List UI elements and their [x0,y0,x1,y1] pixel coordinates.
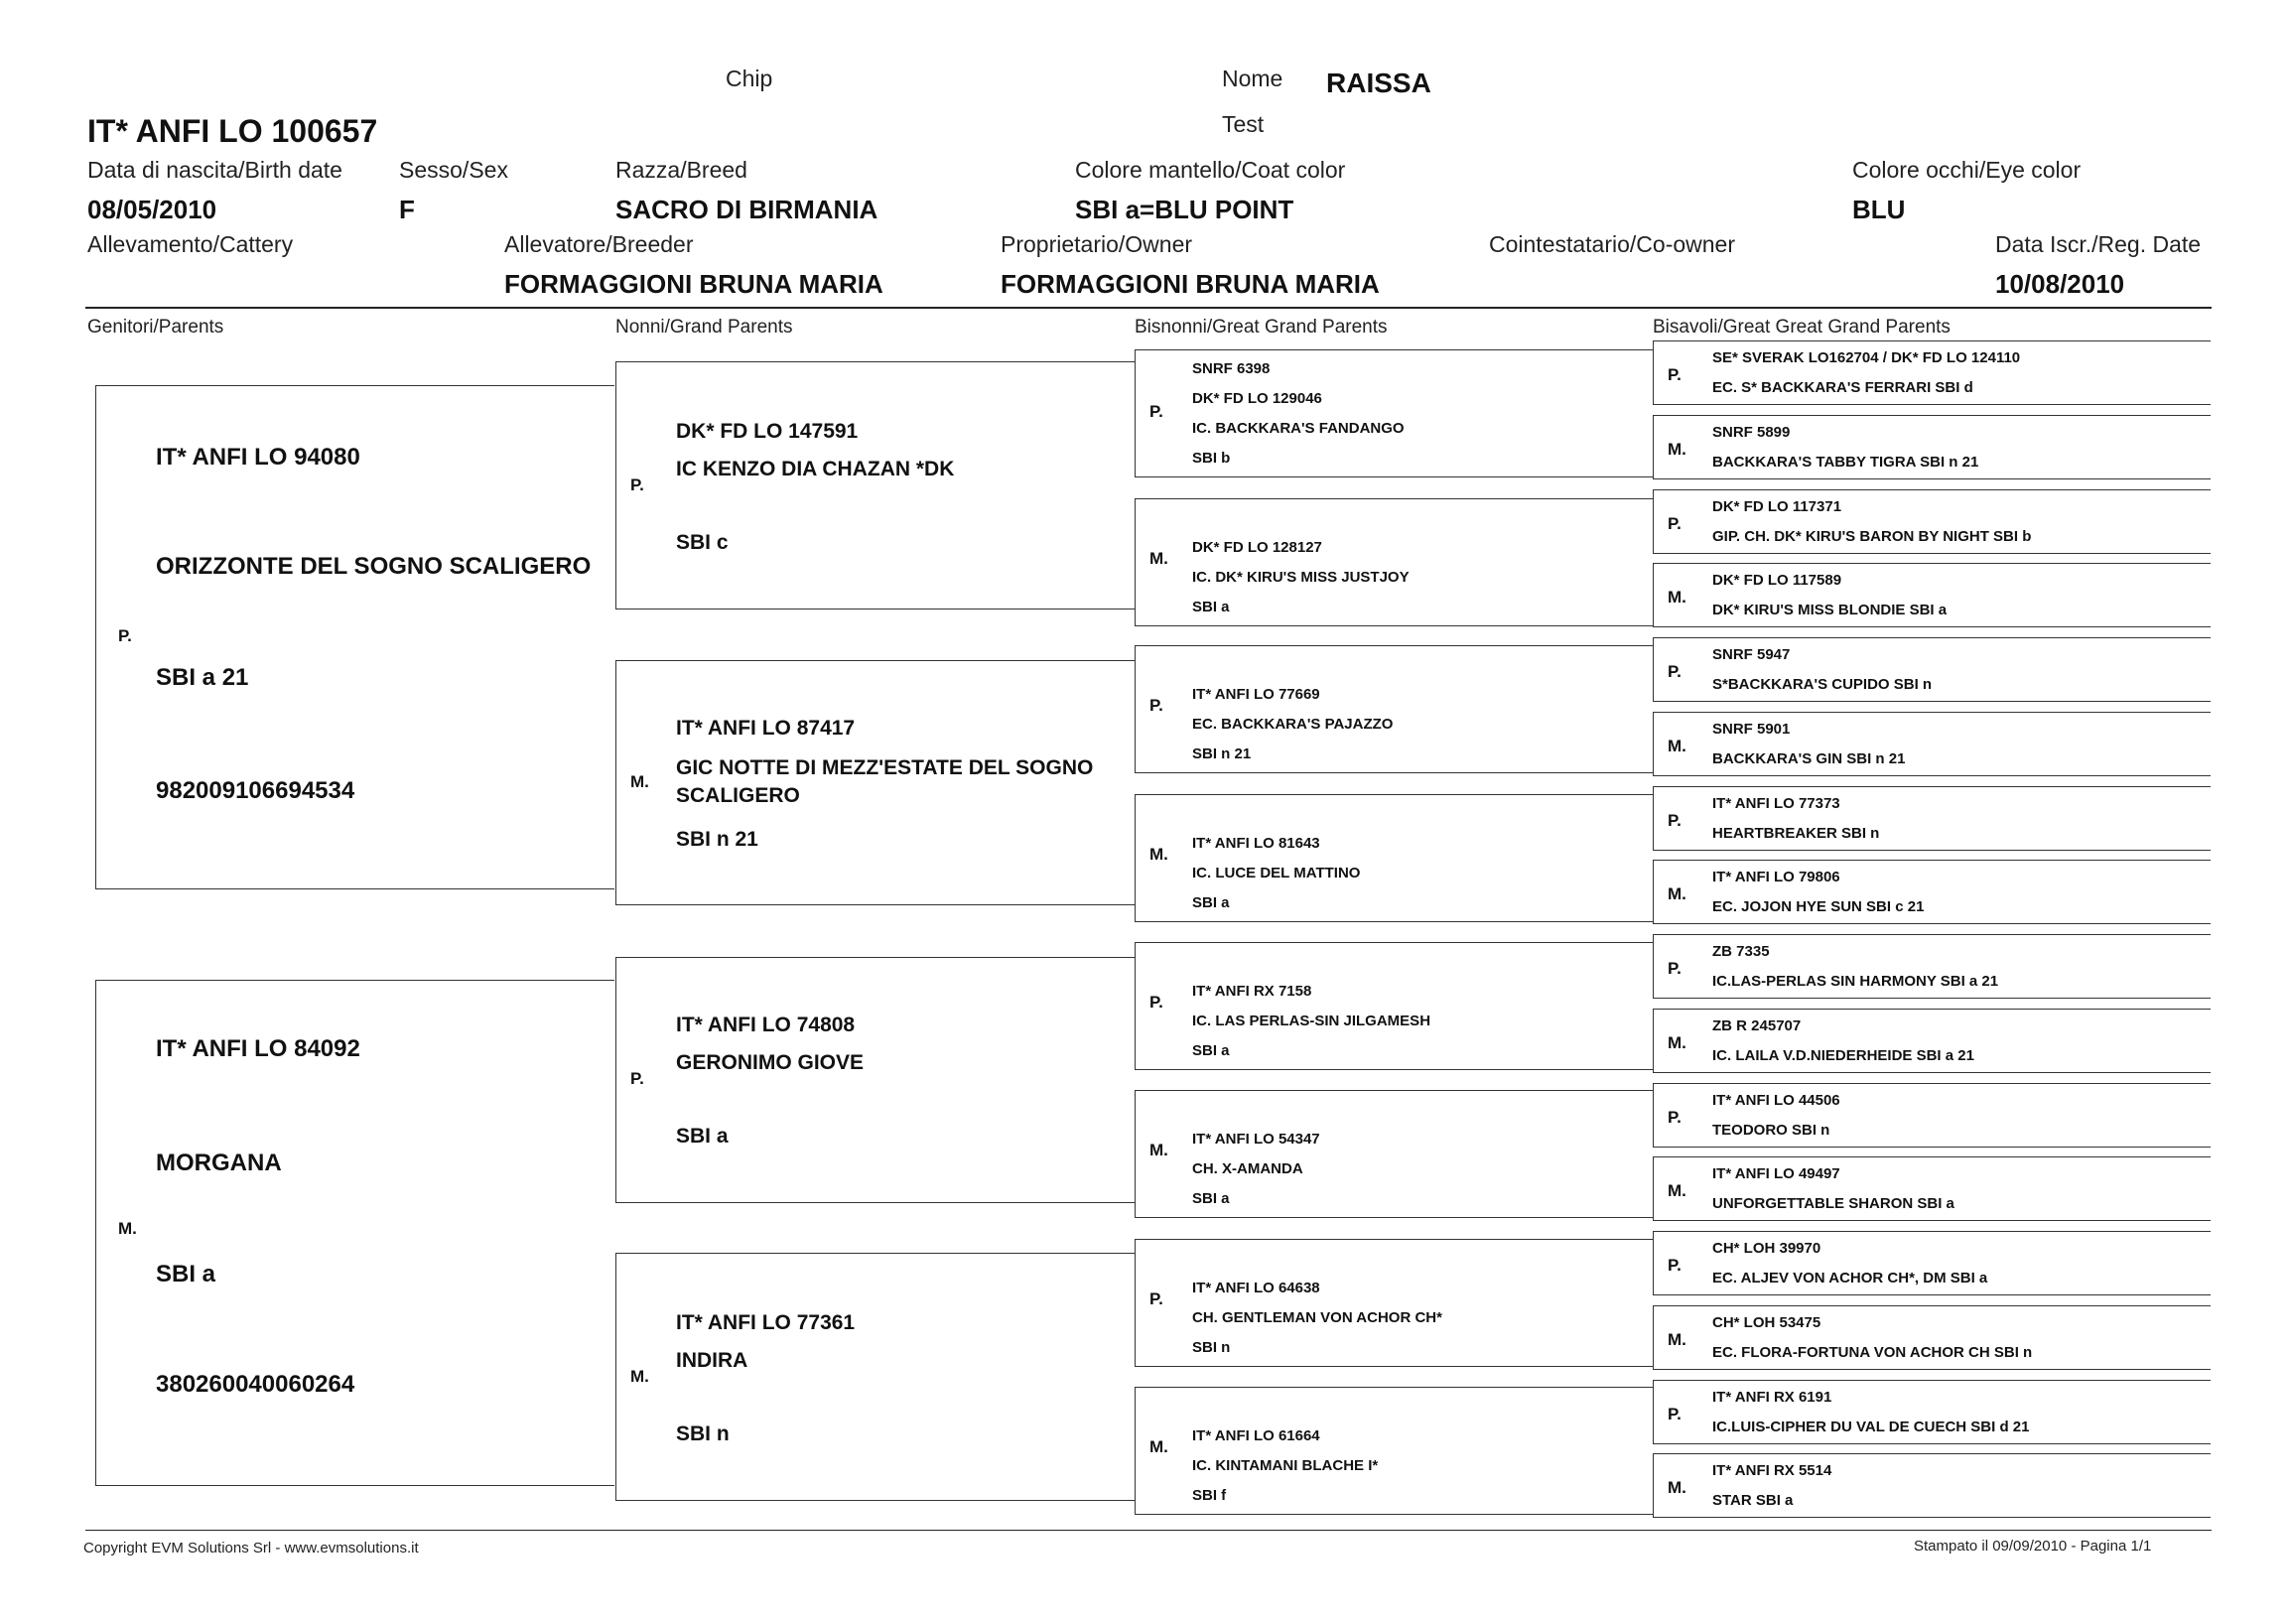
great-great-grandparent-box [1653,637,2211,702]
breeder-value: FORMAGGIONI BRUNA MARIA [504,269,883,299]
great-great-grandparent-reg: DK* FD LO 117371 [1712,498,1842,515]
great-grandparent-box [1135,349,1654,477]
great-great-grandparent-tag: M. [1668,1478,1686,1497]
col-grandparents-header: Nonni/Grand Parents [615,317,793,338]
owner-value: FORMAGGIONI BRUNA MARIA [1001,269,1380,299]
great-grandparent-tag: P. [1149,993,1163,1012]
grandparent-reg: IT* ANFI LO 74808 [676,1014,856,1036]
great-grandparent-box [1135,645,1654,773]
great-great-grandparent-name: EC. S* BACKKARA'S FERRARI SBI d [1712,379,1973,396]
great-grandparent-tag: P. [1149,696,1163,715]
great-grandparent-line: SBI f [1192,1487,1227,1504]
great-grandparent-line: SBI a [1192,1190,1230,1207]
grandparent-color: SBI a [676,1125,729,1148]
great-great-grandparent-reg: SNRF 5899 [1712,424,1791,441]
birth-date-label: Data di nascita/Birth date [87,157,342,183]
great-great-grandparent-tag: P. [1668,365,1682,384]
parent-reg: IT* ANFI LO 94080 [156,444,360,471]
parent-reg: IT* ANFI LO 84092 [156,1035,360,1062]
great-great-grandparent-box [1653,1305,2211,1370]
breed-value: SACRO DI BIRMANIA [615,195,878,224]
great-grandparent-line: SBI a [1192,1042,1230,1059]
great-great-grandparent-name: GIP. CH. DK* KIRU'S BARON BY NIGHT SBI b [1712,528,2032,545]
reg-date-label: Data Iscr./Reg. Date [1995,231,2202,257]
great-great-grandparent-tag: P. [1668,514,1682,533]
footer-divider [85,1530,2212,1531]
great-great-grandparent-name: IC.LAS-PERLAS SIN HARMONY SBI a 21 [1712,973,1999,990]
birth-date-value: 08/05/2010 [87,195,217,224]
great-great-grandparent-reg: IT* ANFI LO 49497 [1712,1165,1840,1182]
great-great-grandparent-reg: SNRF 5901 [1712,721,1791,738]
great-grandparent-box [1135,1090,1654,1218]
grandparent-reg: IT* ANFI LO 87417 [676,717,856,740]
great-grandparent-tag: P. [1149,402,1163,421]
grandparent-tag: P. [630,475,644,494]
great-grandparent-line: SBI a [1192,599,1230,615]
great-grandparent-line: IC. LAS PERLAS-SIN JILGAMESH [1192,1013,1431,1029]
grandparent-box [615,361,1137,609]
chip-label: Chip [726,66,773,91]
breed-label: Razza/Breed [615,157,747,183]
great-grandparent-line: CH. X-AMANDA [1192,1160,1303,1177]
great-great-grandparent-name: EC. JOJON HYE SUN SBI c 21 [1712,898,1925,915]
great-grandparent-line: DK* FD LO 129046 [1192,390,1322,407]
eye-color-label: Colore occhi/Eye color [1852,157,2082,183]
cattery-label: Allevamento/Cattery [87,231,294,257]
copyright-text: Copyright EVM Solutions Srl - www.evmsolutions.it [83,1540,419,1556]
grandparent-tag: P. [630,1069,644,1088]
sex-value: F [399,195,415,224]
great-great-grandparent-tag: P. [1668,1108,1682,1127]
great-great-grandparent-tag: M. [1668,884,1686,903]
great-great-grandparent-reg: IT* ANFI LO 79806 [1712,869,1840,885]
great-grandparent-tag: M. [1149,549,1168,568]
great-grandparent-tag: M. [1149,1437,1168,1456]
great-great-grandparent-reg: CH* LOH 39970 [1712,1240,1821,1257]
great-great-grandparent-box [1653,786,2211,851]
great-great-grandparent-tag: M. [1668,1033,1686,1052]
printed-date-text: Stampato il 09/09/2010 - Pagina 1/1 [1914,1538,2152,1555]
great-grandparent-line: IC. BACKKARA'S FANDANGO [1192,420,1405,437]
grandparent-reg: IT* ANFI LO 77361 [676,1311,856,1334]
great-great-grandparent-name: BACKKARA'S GIN SBI n 21 [1712,750,1906,767]
great-great-grandparent-tag: M. [1668,440,1686,459]
parent-dam-box [95,980,614,1486]
great-great-grandparent-name: EC. ALJEV VON ACHOR CH*, DM SBI a [1712,1270,1988,1286]
grandparent-tag: M. [630,1367,649,1386]
coat-color-label: Colore mantello/Coat color [1075,157,1346,183]
great-great-grandparent-name: IC. LAILA V.D.NIEDERHEIDE SBI a 21 [1712,1047,1974,1064]
great-great-grandparent-box [1653,489,2211,554]
great-great-grandparent-reg: DK* FD LO 117589 [1712,572,1842,589]
grandparent-color: SBI n 21 [676,828,758,851]
registration-number: IT* ANFI LO 100657 [87,113,378,149]
great-great-grandparent-reg: SNRF 5947 [1712,646,1791,663]
great-great-grandparent-name: DK* KIRU'S MISS BLONDIE SBI a [1712,602,1948,618]
parent-name: ORIZZONTE DEL SOGNO SCALIGERO [156,553,592,580]
parent-name: MORGANA [156,1150,282,1176]
great-grandparent-box [1135,1387,1654,1515]
great-grandparent-line: IC. KINTAMANI BLACHE I* [1192,1457,1379,1474]
parent-color: SBI a 21 [156,664,249,691]
great-grandparent-box [1135,794,1654,922]
great-great-grandparent-box [1653,1380,2211,1444]
grandparent-name: GIC NOTTE DI MEZZ'ESTATE DEL SOGNO SCALIGERO [676,756,1094,807]
great-great-grandparent-box [1653,934,2211,999]
great-great-grandparent-name: TEODORO SBI n [1712,1122,1830,1139]
great-great-grandparent-box [1653,1009,2211,1073]
great-grandparent-line: SBI b [1192,450,1231,467]
great-grandparent-line: DK* FD LO 128127 [1192,539,1322,556]
grandparent-reg: DK* FD LO 147591 [676,420,859,443]
great-great-grandparent-reg: SE* SVERAK LO162704 / DK* FD LO 124110 [1712,349,2021,366]
grandparent-name: IC KENZO DIA CHAZAN *DK [676,458,955,480]
great-grandparent-line: IT* ANFI LO 61664 [1192,1427,1320,1444]
grandparent-color: SBI n [676,1422,730,1445]
parent-color: SBI a [156,1261,216,1287]
great-grandparent-line: IT* ANFI LO 64638 [1192,1280,1320,1296]
cat-name: RAISSA [1326,68,1431,98]
great-great-grandparent-reg: IT* ANFI LO 44506 [1712,1092,1840,1109]
great-great-grandparent-name: HEARTBREAKER SBI n [1712,825,1880,842]
great-grandparent-line: IC. DK* KIRU'S MISS JUSTJOY [1192,569,1410,586]
coowner-label: Cointestatario/Co-owner [1489,231,1736,257]
great-grandparent-line: IT* ANFI LO 77669 [1192,686,1320,703]
eye-color-value: BLU [1852,195,1906,224]
great-grandparent-line: SBI n 21 [1192,745,1252,762]
grandparent-box [615,660,1137,905]
parent-tag: M. [118,1219,137,1238]
great-grandparent-line: IT* ANFI RX 7158 [1192,983,1312,1000]
grandparent-name: INDIRA [676,1349,748,1372]
great-great-grandparent-tag: P. [1668,959,1682,978]
great-grandparent-line: SBI n [1192,1339,1231,1356]
great-great-grandparent-name: BACKKARA'S TABBY TIGRA SBI n 21 [1712,454,1979,471]
parent-tag: P. [118,626,132,645]
col-parents-header: Genitori/Parents [87,317,224,338]
great-great-grandparent-tag: P. [1668,1256,1682,1275]
grandparent-box [615,1253,1137,1501]
great-great-grandparent-tag: M. [1668,1330,1686,1349]
great-grandparent-line: EC. BACKKARA'S PAJAZZO [1192,716,1394,733]
grandparent-tag: M. [630,772,649,791]
great-great-grandparent-reg: ZB 7335 [1712,943,1770,960]
parent-sire-box [95,385,614,889]
great-grandparent-line: SBI a [1192,894,1230,911]
great-grandparent-line: SNRF 6398 [1192,360,1271,377]
great-grandparent-line: IT* ANFI LO 54347 [1192,1131,1320,1148]
owner-label: Proprietario/Owner [1001,231,1193,257]
great-grandparent-tag: M. [1149,1141,1168,1159]
great-grandparent-line: IT* ANFI LO 81643 [1192,835,1320,852]
great-great-grandparent-box [1653,563,2211,627]
great-grandparent-box [1135,1239,1654,1367]
great-great-grandparent-tag: M. [1668,1181,1686,1200]
great-great-grandparent-tag: M. [1668,737,1686,755]
great-great-grandparent-box [1653,415,2211,479]
great-grandparent-line: IC. LUCE DEL MATTINO [1192,865,1361,881]
great-great-grandparent-name: S*BACKKARA'S CUPIDO SBI n [1712,676,1933,693]
great-great-grandparent-reg: CH* LOH 53475 [1712,1314,1821,1331]
header-divider [85,307,2212,309]
great-great-grandparent-reg: IT* ANFI LO 77373 [1712,795,1840,812]
col-greatgreat-header: Bisavoli/Great Great Grand Parents [1653,317,1951,338]
great-great-grandparent-reg: IT* ANFI RX 5514 [1712,1462,1832,1479]
nome-label: Nome [1222,66,1283,91]
sex-label: Sesso/Sex [399,157,508,183]
breeder-label: Allevatore/Breeder [504,231,694,257]
reg-date-value: 10/08/2010 [1995,269,2125,299]
great-grandparent-box [1135,498,1654,626]
great-great-grandparent-tag: P. [1668,1405,1682,1423]
great-grandparent-tag: P. [1149,1289,1163,1308]
coat-color-value: SBI a=BLU POINT [1075,195,1294,224]
great-great-grandparent-box [1653,1231,2211,1295]
great-great-grandparent-reg: IT* ANFI RX 6191 [1712,1389,1832,1406]
great-grandparent-line: CH. GENTLEMAN VON ACHOR CH* [1192,1309,1442,1326]
great-great-grandparent-tag: P. [1668,662,1682,681]
parent-chip: 982009106694534 [156,777,355,804]
great-great-grandparent-name: UNFORGETTABLE SHARON SBI a [1712,1195,1954,1212]
col-great-header: Bisnonni/Great Grand Parents [1135,317,1388,338]
great-great-grandparent-box [1653,860,2211,924]
test-label: Test [1222,111,1265,137]
great-grandparent-tag: M. [1149,845,1168,864]
great-grandparent-box [1135,942,1654,1070]
great-great-grandparent-box [1653,1453,2211,1518]
parent-chip: 380260040060264 [156,1371,355,1398]
great-great-grandparent-reg: ZB R 245707 [1712,1017,1802,1034]
grandparent-box [615,957,1137,1203]
great-great-grandparent-name: STAR SBI a [1712,1492,1794,1509]
great-great-grandparent-tag: P. [1668,811,1682,830]
great-great-grandparent-name: IC.LUIS-CIPHER DU VAL DE CUECH SBI d 21 [1712,1419,2030,1435]
grandparent-name: GERONIMO GIOVE [676,1051,865,1074]
great-great-grandparent-name: EC. FLORA-FORTUNA VON ACHOR CH SBI n [1712,1344,2033,1361]
great-great-grandparent-tag: M. [1668,588,1686,607]
great-great-grandparent-box [1653,712,2211,776]
grandparent-color: SBI c [676,531,729,554]
great-great-grandparent-box [1653,1083,2211,1148]
great-great-grandparent-box [1653,1156,2211,1221]
great-great-grandparent-box [1653,340,2211,405]
